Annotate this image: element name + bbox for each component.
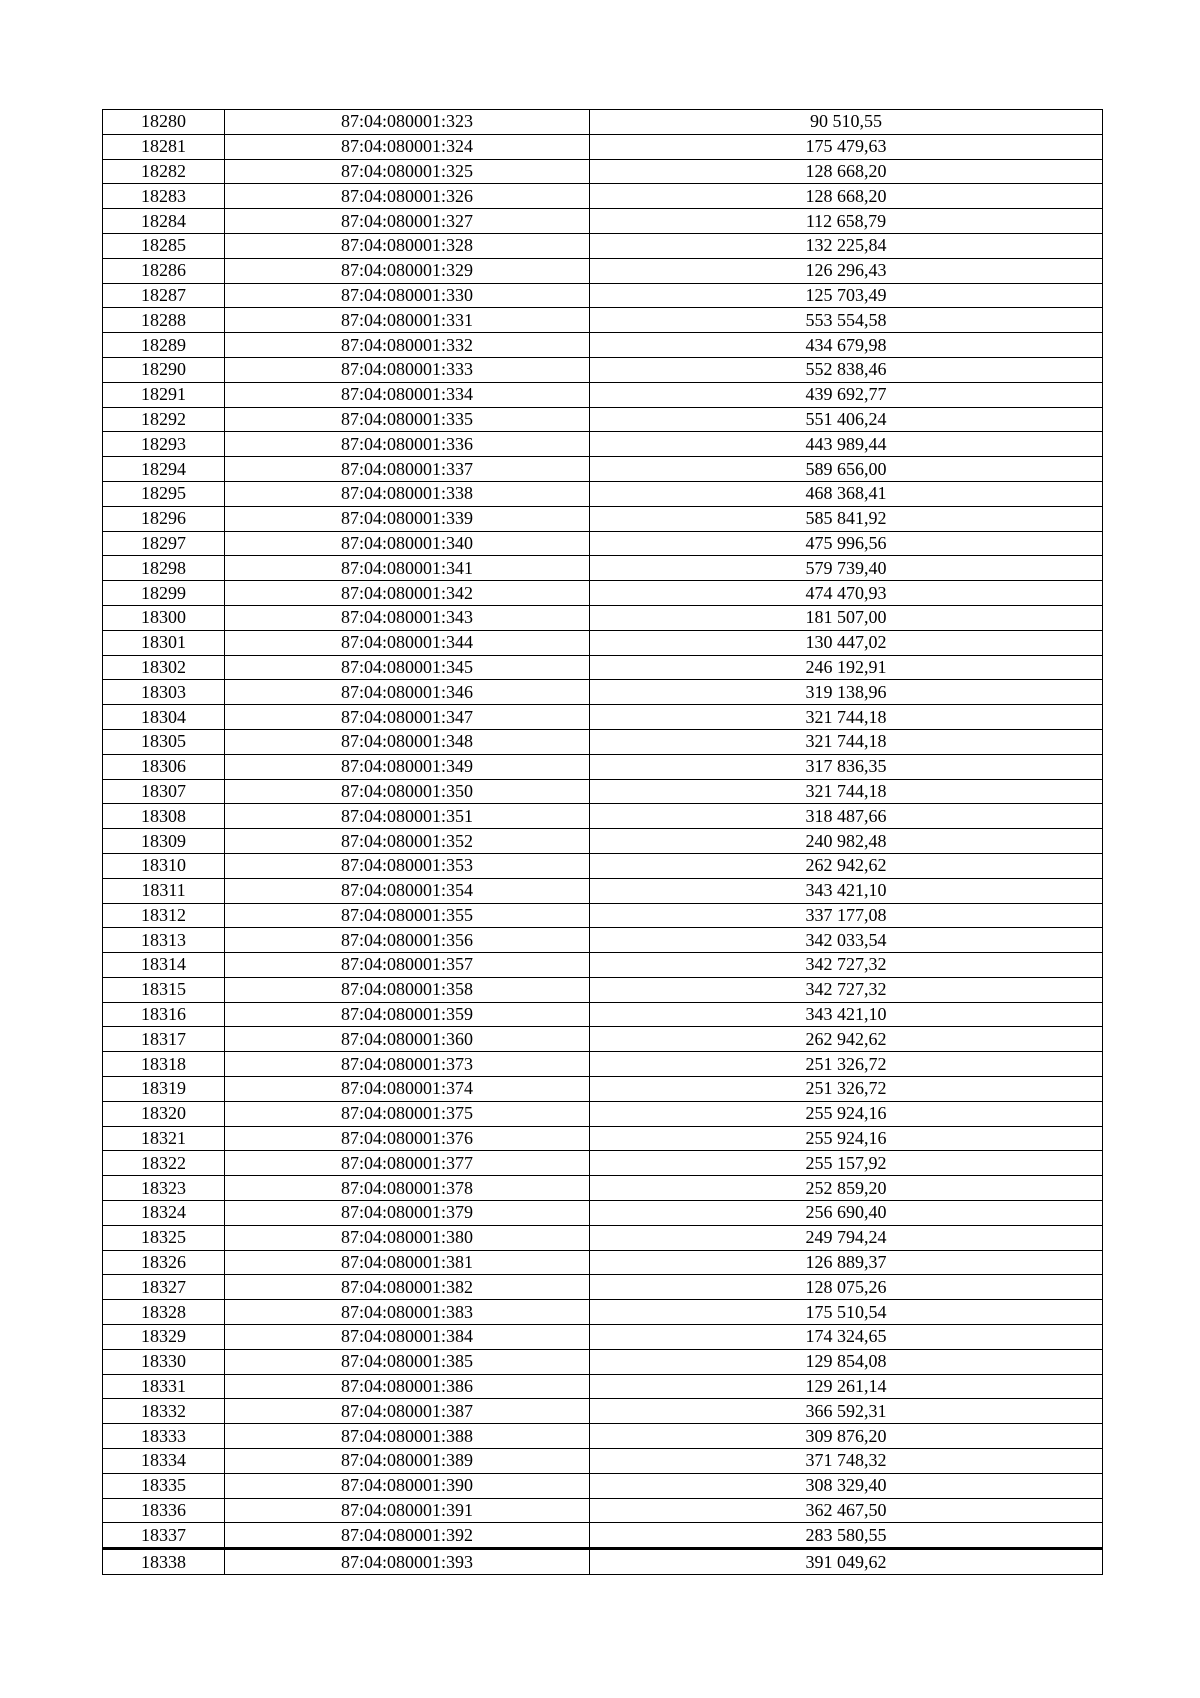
table-row xyxy=(103,680,1103,705)
table-row xyxy=(103,1027,1103,1052)
row-number-cell: 18282 xyxy=(103,159,225,184)
table-row xyxy=(103,1523,1103,1549)
table-row xyxy=(103,1250,1103,1275)
cadastral-number-cell: 87:04:080001:347 xyxy=(225,705,590,730)
cadastral-number-cell: 87:04:080001:346 xyxy=(225,680,590,705)
cadastral-number-cell: 87:04:080001:378 xyxy=(225,1176,590,1201)
table-row xyxy=(103,1325,1103,1350)
row-number-cell: 18331 xyxy=(103,1374,225,1399)
table-row xyxy=(103,630,1103,655)
cadastral-value-cell: 553 554,58 xyxy=(590,308,1103,333)
table-row xyxy=(103,159,1103,184)
cadastral-number-cell: 87:04:080001:331 xyxy=(225,308,590,333)
row-number-cell: 18305 xyxy=(103,729,225,754)
cadastral-number-cell: 87:04:080001:384 xyxy=(225,1325,590,1350)
table-row xyxy=(103,1374,1103,1399)
cadastral-number-cell: 87:04:080001:342 xyxy=(225,581,590,606)
table-row xyxy=(103,754,1103,779)
cadastral-value-cell: 128 075,26 xyxy=(590,1275,1103,1300)
cadastral-number-cell: 87:04:080001:380 xyxy=(225,1225,590,1250)
cadastral-value-cell: 321 744,18 xyxy=(590,729,1103,754)
cadastral-value-cell: 391 049,62 xyxy=(590,1549,1103,1575)
table-row xyxy=(103,134,1103,159)
row-number-cell: 18299 xyxy=(103,581,225,606)
row-number-cell: 18303 xyxy=(103,680,225,705)
cadastral-number-cell: 87:04:080001:357 xyxy=(225,953,590,978)
row-number-cell: 18311 xyxy=(103,878,225,903)
table-row xyxy=(103,333,1103,358)
cadastral-number-cell: 87:04:080001:337 xyxy=(225,457,590,482)
cadastral-number-cell: 87:04:080001:379 xyxy=(225,1201,590,1226)
cadastral-number-cell: 87:04:080001:323 xyxy=(225,110,590,135)
row-number-cell: 18285 xyxy=(103,233,225,258)
cadastral-value-cell: 246 192,91 xyxy=(590,655,1103,680)
row-number-cell: 18312 xyxy=(103,903,225,928)
cadastral-value-cell: 126 889,37 xyxy=(590,1250,1103,1275)
cadastral-number-cell: 87:04:080001:391 xyxy=(225,1498,590,1523)
row-number-cell: 18338 xyxy=(103,1549,225,1575)
row-number-cell: 18290 xyxy=(103,357,225,382)
table-row xyxy=(103,506,1103,531)
cadastral-value-table xyxy=(102,109,1103,1575)
table-row xyxy=(103,382,1103,407)
table-row xyxy=(103,233,1103,258)
table-row xyxy=(103,853,1103,878)
cadastral-number-cell: 87:04:080001:339 xyxy=(225,506,590,531)
cadastral-value-cell: 125 703,49 xyxy=(590,283,1103,308)
cadastral-value-cell: 321 744,18 xyxy=(590,705,1103,730)
table-row xyxy=(103,432,1103,457)
table-row xyxy=(103,1225,1103,1250)
cadastral-value-cell: 129 261,14 xyxy=(590,1374,1103,1399)
cadastral-number-cell: 87:04:080001:376 xyxy=(225,1126,590,1151)
cadastral-number-cell: 87:04:080001:355 xyxy=(225,903,590,928)
row-number-cell: 18325 xyxy=(103,1225,225,1250)
cadastral-value-cell: 128 668,20 xyxy=(590,184,1103,209)
cadastral-value-cell: 262 942,62 xyxy=(590,1027,1103,1052)
cadastral-number-cell: 87:04:080001:353 xyxy=(225,853,590,878)
cadastral-value-cell: 283 580,55 xyxy=(590,1523,1103,1549)
cadastral-number-cell: 87:04:080001:334 xyxy=(225,382,590,407)
cadastral-value-cell: 249 794,24 xyxy=(590,1225,1103,1250)
cadastral-number-cell: 87:04:080001:354 xyxy=(225,878,590,903)
cadastral-number-cell: 87:04:080001:386 xyxy=(225,1374,590,1399)
cadastral-number-cell: 87:04:080001:387 xyxy=(225,1399,590,1424)
cadastral-number-cell: 87:04:080001:383 xyxy=(225,1300,590,1325)
table-row xyxy=(103,209,1103,234)
table-row xyxy=(103,605,1103,630)
table-row xyxy=(103,1126,1103,1151)
cadastral-number-cell: 87:04:080001:381 xyxy=(225,1250,590,1275)
row-number-cell: 18314 xyxy=(103,953,225,978)
row-number-cell: 18318 xyxy=(103,1052,225,1077)
cadastral-number-cell: 87:04:080001:328 xyxy=(225,233,590,258)
table-row xyxy=(103,481,1103,506)
table-row xyxy=(103,1201,1103,1226)
cadastral-number-cell: 87:04:080001:348 xyxy=(225,729,590,754)
cadastral-number-cell: 87:04:080001:330 xyxy=(225,283,590,308)
row-number-cell: 18300 xyxy=(103,605,225,630)
cadastral-number-cell: 87:04:080001:340 xyxy=(225,531,590,556)
table-row xyxy=(103,655,1103,680)
cadastral-number-cell: 87:04:080001:377 xyxy=(225,1151,590,1176)
cadastral-number-cell: 87:04:080001:329 xyxy=(225,258,590,283)
table-row xyxy=(103,581,1103,606)
row-number-cell: 18313 xyxy=(103,928,225,953)
row-number-cell: 18329 xyxy=(103,1325,225,1350)
row-number-cell: 18320 xyxy=(103,1101,225,1126)
table-row xyxy=(103,729,1103,754)
cadastral-value-cell: 251 326,72 xyxy=(590,1052,1103,1077)
cadastral-value-cell: 342 727,32 xyxy=(590,977,1103,1002)
table-row xyxy=(103,1473,1103,1498)
row-number-cell: 18287 xyxy=(103,283,225,308)
row-number-cell: 18283 xyxy=(103,184,225,209)
table-row xyxy=(103,977,1103,1002)
cadastral-value-cell: 90 510,55 xyxy=(590,110,1103,135)
cadastral-number-cell: 87:04:080001:352 xyxy=(225,829,590,854)
table-row xyxy=(103,283,1103,308)
table-row xyxy=(103,457,1103,482)
table-row xyxy=(103,928,1103,953)
table-row xyxy=(103,1449,1103,1474)
row-number-cell: 18289 xyxy=(103,333,225,358)
table-row xyxy=(103,1300,1103,1325)
row-number-cell: 18286 xyxy=(103,258,225,283)
cadastral-value-cell: 174 324,65 xyxy=(590,1325,1103,1350)
cadastral-number-cell: 87:04:080001:374 xyxy=(225,1077,590,1102)
row-number-cell: 18306 xyxy=(103,754,225,779)
row-number-cell: 18317 xyxy=(103,1027,225,1052)
cadastral-value-cell: 132 225,84 xyxy=(590,233,1103,258)
table-row xyxy=(103,705,1103,730)
table-row xyxy=(103,1349,1103,1374)
cadastral-value-cell: 371 748,32 xyxy=(590,1449,1103,1474)
cadastral-value-cell: 443 989,44 xyxy=(590,432,1103,457)
cadastral-value-cell: 342 727,32 xyxy=(590,953,1103,978)
table-row xyxy=(103,1549,1103,1575)
row-number-cell: 18280 xyxy=(103,110,225,135)
cadastral-value-cell: 256 690,40 xyxy=(590,1201,1103,1226)
table-row xyxy=(103,1052,1103,1077)
cadastral-value-cell: 129 854,08 xyxy=(590,1349,1103,1374)
row-number-cell: 18321 xyxy=(103,1126,225,1151)
cadastral-value-cell: 337 177,08 xyxy=(590,903,1103,928)
row-number-cell: 18319 xyxy=(103,1077,225,1102)
cadastral-number-cell: 87:04:080001:345 xyxy=(225,655,590,680)
cadastral-number-cell: 87:04:080001:338 xyxy=(225,481,590,506)
row-number-cell: 18337 xyxy=(103,1523,225,1549)
table-row xyxy=(103,556,1103,581)
cadastral-value-cell: 343 421,10 xyxy=(590,1002,1103,1027)
row-number-cell: 18324 xyxy=(103,1201,225,1226)
cadastral-number-cell: 87:04:080001:393 xyxy=(225,1549,590,1575)
table-row xyxy=(103,308,1103,333)
row-number-cell: 18335 xyxy=(103,1473,225,1498)
cadastral-value-cell: 434 679,98 xyxy=(590,333,1103,358)
cadastral-value-cell: 585 841,92 xyxy=(590,506,1103,531)
cadastral-number-cell: 87:04:080001:343 xyxy=(225,605,590,630)
cadastral-number-cell: 87:04:080001:332 xyxy=(225,333,590,358)
cadastral-value-cell: 130 447,02 xyxy=(590,630,1103,655)
cadastral-value-cell: 474 470,93 xyxy=(590,581,1103,606)
cadastral-value-cell: 251 326,72 xyxy=(590,1077,1103,1102)
cadastral-value-cell: 589 656,00 xyxy=(590,457,1103,482)
cadastral-number-cell: 87:04:080001:360 xyxy=(225,1027,590,1052)
table-row xyxy=(103,829,1103,854)
cadastral-number-cell: 87:04:080001:324 xyxy=(225,134,590,159)
table-row xyxy=(103,779,1103,804)
cadastral-value-cell: 255 924,16 xyxy=(590,1101,1103,1126)
cadastral-value-cell: 342 033,54 xyxy=(590,928,1103,953)
cadastral-value-cell: 551 406,24 xyxy=(590,407,1103,432)
table-row xyxy=(103,357,1103,382)
cadastral-number-cell: 87:04:080001:327 xyxy=(225,209,590,234)
cadastral-number-cell: 87:04:080001:382 xyxy=(225,1275,590,1300)
cadastral-value-cell: 175 479,63 xyxy=(590,134,1103,159)
cadastral-value-cell: 321 744,18 xyxy=(590,779,1103,804)
table-row xyxy=(103,407,1103,432)
row-number-cell: 18298 xyxy=(103,556,225,581)
cadastral-value-cell: 366 592,31 xyxy=(590,1399,1103,1424)
row-number-cell: 18333 xyxy=(103,1424,225,1449)
row-number-cell: 18323 xyxy=(103,1176,225,1201)
cadastral-number-cell: 87:04:080001:325 xyxy=(225,159,590,184)
cadastral-value-cell: 252 859,20 xyxy=(590,1176,1103,1201)
row-number-cell: 18316 xyxy=(103,1002,225,1027)
row-number-cell: 18309 xyxy=(103,829,225,854)
cadastral-number-cell: 87:04:080001:351 xyxy=(225,804,590,829)
cadastral-value-cell: 552 838,46 xyxy=(590,357,1103,382)
cadastral-value-cell: 175 510,54 xyxy=(590,1300,1103,1325)
cadastral-value-cell: 112 658,79 xyxy=(590,209,1103,234)
cadastral-number-cell: 87:04:080001:341 xyxy=(225,556,590,581)
table-row xyxy=(103,1498,1103,1523)
table-row xyxy=(103,1077,1103,1102)
row-number-cell: 18295 xyxy=(103,481,225,506)
row-number-cell: 18294 xyxy=(103,457,225,482)
row-number-cell: 18336 xyxy=(103,1498,225,1523)
row-number-cell: 18296 xyxy=(103,506,225,531)
row-number-cell: 18292 xyxy=(103,407,225,432)
row-number-cell: 18307 xyxy=(103,779,225,804)
cadastral-number-cell: 87:04:080001:390 xyxy=(225,1473,590,1498)
table-row xyxy=(103,1151,1103,1176)
table-row xyxy=(103,1002,1103,1027)
cadastral-number-cell: 87:04:080001:373 xyxy=(225,1052,590,1077)
cadastral-number-cell: 87:04:080001:359 xyxy=(225,1002,590,1027)
cadastral-number-cell: 87:04:080001:392 xyxy=(225,1523,590,1549)
cadastral-number-cell: 87:04:080001:350 xyxy=(225,779,590,804)
table-row xyxy=(103,531,1103,556)
row-number-cell: 18284 xyxy=(103,209,225,234)
row-number-cell: 18332 xyxy=(103,1399,225,1424)
table-body xyxy=(103,110,1103,1575)
cadastral-value-cell: 475 996,56 xyxy=(590,531,1103,556)
cadastral-number-cell: 87:04:080001:375 xyxy=(225,1101,590,1126)
row-number-cell: 18291 xyxy=(103,382,225,407)
cadastral-number-cell: 87:04:080001:389 xyxy=(225,1449,590,1474)
cadastral-number-cell: 87:04:080001:336 xyxy=(225,432,590,457)
row-number-cell: 18281 xyxy=(103,134,225,159)
row-number-cell: 18302 xyxy=(103,655,225,680)
table-row xyxy=(103,1101,1103,1126)
cadastral-number-cell: 87:04:080001:385 xyxy=(225,1349,590,1374)
cadastral-value-cell: 255 157,92 xyxy=(590,1151,1103,1176)
table-row xyxy=(103,1176,1103,1201)
row-number-cell: 18334 xyxy=(103,1449,225,1474)
table-row xyxy=(103,184,1103,209)
cadastral-value-cell: 319 138,96 xyxy=(590,680,1103,705)
cadastral-value-cell: 309 876,20 xyxy=(590,1424,1103,1449)
cadastral-number-cell: 87:04:080001:333 xyxy=(225,357,590,382)
cadastral-value-cell: 343 421,10 xyxy=(590,878,1103,903)
cadastral-value-cell: 262 942,62 xyxy=(590,853,1103,878)
table-row xyxy=(103,953,1103,978)
table-row xyxy=(103,878,1103,903)
cadastral-value-cell: 128 668,20 xyxy=(590,159,1103,184)
cadastral-number-cell: 87:04:080001:335 xyxy=(225,407,590,432)
cadastral-value-cell: 308 329,40 xyxy=(590,1473,1103,1498)
table-row xyxy=(103,1424,1103,1449)
cadastral-value-cell: 318 487,66 xyxy=(590,804,1103,829)
cadastral-number-cell: 87:04:080001:356 xyxy=(225,928,590,953)
cadastral-value-cell: 181 507,00 xyxy=(590,605,1103,630)
cadastral-value-cell: 362 467,50 xyxy=(590,1498,1103,1523)
cadastral-value-cell: 255 924,16 xyxy=(590,1126,1103,1151)
table-row xyxy=(103,804,1103,829)
cadastral-number-cell: 87:04:080001:344 xyxy=(225,630,590,655)
table-row xyxy=(103,1399,1103,1424)
row-number-cell: 18297 xyxy=(103,531,225,556)
row-number-cell: 18293 xyxy=(103,432,225,457)
row-number-cell: 18304 xyxy=(103,705,225,730)
row-number-cell: 18308 xyxy=(103,804,225,829)
row-number-cell: 18322 xyxy=(103,1151,225,1176)
row-number-cell: 18330 xyxy=(103,1349,225,1374)
row-number-cell: 18310 xyxy=(103,853,225,878)
cadastral-value-cell: 579 739,40 xyxy=(590,556,1103,581)
cadastral-number-cell: 87:04:080001:358 xyxy=(225,977,590,1002)
cadastral-number-cell: 87:04:080001:326 xyxy=(225,184,590,209)
cadastral-number-cell: 87:04:080001:388 xyxy=(225,1424,590,1449)
row-number-cell: 18301 xyxy=(103,630,225,655)
table-row xyxy=(103,903,1103,928)
cadastral-value-cell: 439 692,77 xyxy=(590,382,1103,407)
row-number-cell: 18328 xyxy=(103,1300,225,1325)
cadastral-value-cell: 468 368,41 xyxy=(590,481,1103,506)
table-row xyxy=(103,110,1103,135)
cadastral-number-cell: 87:04:080001:349 xyxy=(225,754,590,779)
cadastral-value-cell: 126 296,43 xyxy=(590,258,1103,283)
table-row xyxy=(103,258,1103,283)
table-row xyxy=(103,1275,1103,1300)
cadastral-value-cell: 240 982,48 xyxy=(590,829,1103,854)
row-number-cell: 18326 xyxy=(103,1250,225,1275)
cadastral-value-cell: 317 836,35 xyxy=(590,754,1103,779)
row-number-cell: 18288 xyxy=(103,308,225,333)
row-number-cell: 18327 xyxy=(103,1275,225,1300)
row-number-cell: 18315 xyxy=(103,977,225,1002)
